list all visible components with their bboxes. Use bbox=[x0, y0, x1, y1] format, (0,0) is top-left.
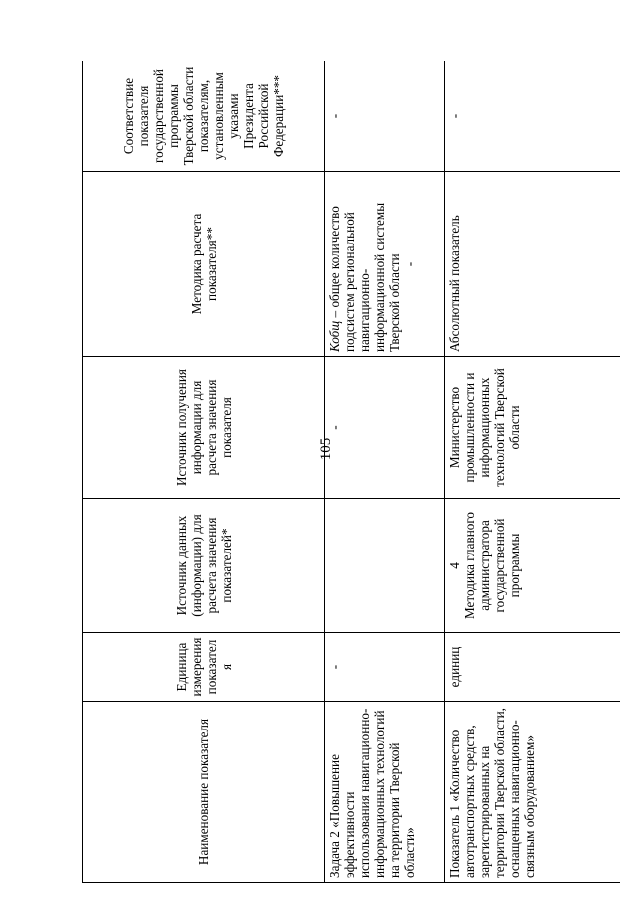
rotated-table-wrapper bbox=[82, 61, 620, 883]
formula-description: – общее количество подсистем региональной навигационно-информационной системы Тверской области bbox=[327, 202, 402, 352]
table-header-row bbox=[83, 61, 325, 883]
indicator-data-source-number: 4 bbox=[447, 562, 462, 569]
indicator-unit-cell: единиц bbox=[445, 633, 621, 702]
header-compliance: Соответствие показателя государственной программы Тверской области показателям, установленным указами Президента Российской Федерации*** bbox=[83, 61, 325, 172]
indicator-data-source-cell bbox=[445, 499, 621, 633]
header-unit: Единица измерения показателя bbox=[83, 633, 325, 702]
header-data-source: Источник данных (информации) для расчета значения показателей* bbox=[83, 499, 325, 633]
formula-variable: Кобщ bbox=[327, 320, 342, 352]
task-method-text bbox=[327, 176, 402, 352]
task-method-cell bbox=[325, 172, 445, 357]
table-row bbox=[325, 61, 445, 883]
indicator-info-source-cell: Министерство промышленности и информационных технологий Тверской области bbox=[445, 357, 621, 499]
indicator-name-cell: Показатель 1 «Количество автотранспортных средств, зарегистрированных на территории Тверской области, оснащенных навигационно-связным оборудованием» bbox=[445, 702, 621, 883]
task-method-dash: - bbox=[402, 261, 417, 267]
indicator-method-cell: Абсолютный показатель bbox=[445, 172, 621, 357]
indicator-table bbox=[82, 61, 620, 883]
indicator-compliance-cell: - bbox=[445, 61, 621, 172]
task-name-cell: Задача 2 «Повышение эффективности использования навигационно-информационных технологий на территории Тверской области» bbox=[325, 702, 445, 883]
task-compliance-cell: - bbox=[325, 61, 445, 172]
header-name: Наименование показателя bbox=[83, 702, 325, 883]
indicator-data-source-text: Методика главного администратора государственной программы bbox=[462, 511, 522, 620]
task-data-source-cell bbox=[325, 499, 445, 633]
table-row bbox=[445, 61, 621, 883]
header-method: Методика расчета показателя** bbox=[83, 172, 325, 357]
rotated-table-container bbox=[82, 61, 620, 883]
header-info-source: Источник получения информации для расчета значения показателя bbox=[83, 357, 325, 499]
task-unit-cell: - bbox=[325, 633, 445, 702]
task-info-source-cell: - bbox=[325, 357, 445, 499]
page-number: 105 bbox=[318, 437, 334, 461]
